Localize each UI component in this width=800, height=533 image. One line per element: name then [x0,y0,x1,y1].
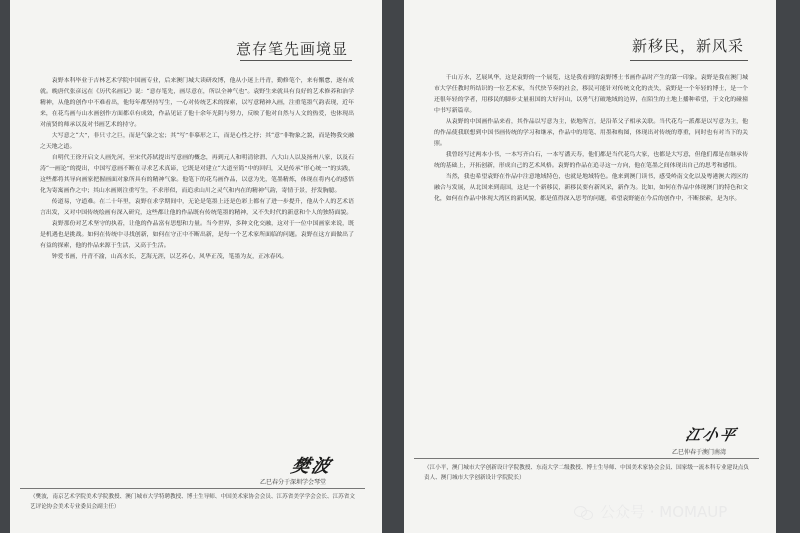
title-rule [240,60,352,61]
essay-body [434,73,748,431]
essay-body [40,76,354,464]
date-line: 乙巳春分于深圳学会琴堂 [260,479,327,486]
paragraph: 大写意之“大”，非只寸之巨，而是气象之宏；其“写”非摹形之工，而是心性之抒；其“意”非物象之貌，而是物我交融之天地之道。 [40,133,354,150]
author-note: （樊波，南京艺术学院美术学院教授、澳门城市大学特聘教授、博士生导师、中国美术家协会会员、江苏省美学学会会长、江苏省文艺评论协会美术专业委员会副主任） [30,494,355,510]
paragraph: 袁野本科毕业于吉林艺术学院中国画专业，后来澳门城大读研攻博，他从小迷上丹青，勤修笔个，来有懈怠，逐有成就。晚唐代张彦远在《历代名画记》说：“意存笔先，画尽意在，所以全神气也”。袁野生来就具有良好的艺术修养和治学精神，从他的创作中不难看出，他每年都坚持写生，一心对传统艺术的探索，以写意精神入画，注重笔墨气韵表现，近年来，在花鸟画与山水画创作方面都卓有成效，作品见证了他十余年光阴与努力，反映了他对自然与人文的热爱，也体现出对前贤的师承以及对书画艺术的持守。 [40,78,354,128]
paragraph: 从袁野的中国画作品来看，其作品以写意为主，依地所言，是沿革父子相承关联。当代花鸟一派都是以写意为主，他的作品使我联想到中国书画传统的学习和继承，作品中的用笔、用墨和构图，体现出对传统的尊重，同时也有对当下的关照。 [434,119,748,147]
footer-rule [414,458,759,459]
right-page [404,0,776,533]
wechat-icon [574,504,594,520]
signature: 樊波 [289,456,335,477]
signature: 江小平 [683,426,740,444]
paragraph: 钟爱书画，丹青不渝，山高水长，艺海无涯，以艺养心，风华正茂，笔墨为友，正冰春风。 [51,254,288,260]
paragraph: 袁野那份对艺术坚守的执着，让他的作品富有思想和力量。当今世界，多种文化交融，这对于一位中国画家来说，既是机遇也是挑战。如何在传统中寻找创新，如何在守正中不断出新，是每一个艺术家所面临的问题。袁野在这方面做出了有益的探索，他的作品来源于生活，又高于生活。 [40,221,354,249]
page-title: 新移民，新风采 [631,37,744,55]
watermark [574,501,727,522]
paragraph: 自明代王徐开启文人画先河，至宋代苏轼提出写意画的概念，再到元人和明清徐渭、八大山人以及扬州八家，以及石涛“一画论”的提出，中国写意画不断在寻求艺术真谛，它既是对建立“大道至简”中的回归，又是传承“形心统一”的实践，这些都将其导向画家把握画面对象所具有的精神气象。他笔下的花鸟画作品，以意为先，笔墨精炼，体现在将内心的感悟化为寄寓画作之中；其山水画则注重写生，不求形似，而追求山川之灵气和内在的精神气韵，寄情于景，抒发胸臆。 [40,155,354,194]
paragraph: 千山万水，艺展风华，这是袁野的一个展览，这是我看到的袁野博士书画作品时产生的第一印象。袁野是我在澳门城市大学任教时所结识的一位艺术家，当代快节奏的社会，移民可能针对传统文化的丧失，袁野是一个年轻的博士，是一个还很年轻的学者，用移民的脚步丈量祖国的大好河山，以勇气打破地域的边界，在陌生的土地上播种希望，于文化的碰撞中书写新篇章。 [434,75,748,114]
footer-rule [20,488,365,489]
date-line: 乙巳仲春于澳门南湾 [672,449,727,456]
watermark-text: 公众号 · MOMAUP [600,503,728,521]
author-note: （江小平，澳门城市大学创新设计学院教授、东南大学二级教授、博士生导师、中国美术家协会会员、国家级一流本科专业建设点负责人、澳门城市大学创新设计学院院长） [424,465,749,481]
title-rule [630,60,748,61]
paragraph: 传道易，守道难。在二十年里，袁野在求学期间中，无论是笔墨上还是色彩上都有了进一步提升，他从个人的艺术语言出发，又对中国传统绘画有深入研究，这些都让他的作品既有传统笔墨的精神，又不失时代的新意和个人的独特面貌。 [40,199,354,216]
paragraph: 当然，我也希望袁野在作品中注意地域特色，也就是地域特色。他来到澳门读书，感受岭南文化以及粤港澳大湾区的融合与发展，从北国来到南国，这是一个新移民，新移民要有新风采，新作为。比如，如何在作品中体现澳门的特色和文化，如何在作品中体现大湾区的新风貌，都是值得深入思考的问题，希望袁野能在今后的创作中，不断探索，是为序。 [434,174,748,202]
page-title: 意存笔先画境显 [235,40,348,58]
left-page [10,0,382,533]
paragraph: 我曾经写过两本小书，一本写齐白石，一本写潘天寿，他们都是当代花鸟大家，也都是大写意，但他们都是在继承传统的基础上，开拓创新，形成自己的艺术风格。袁野的作品在追寻这一方向，他在笔墨之间体现出自己的思考和感悟。 [434,152,748,169]
